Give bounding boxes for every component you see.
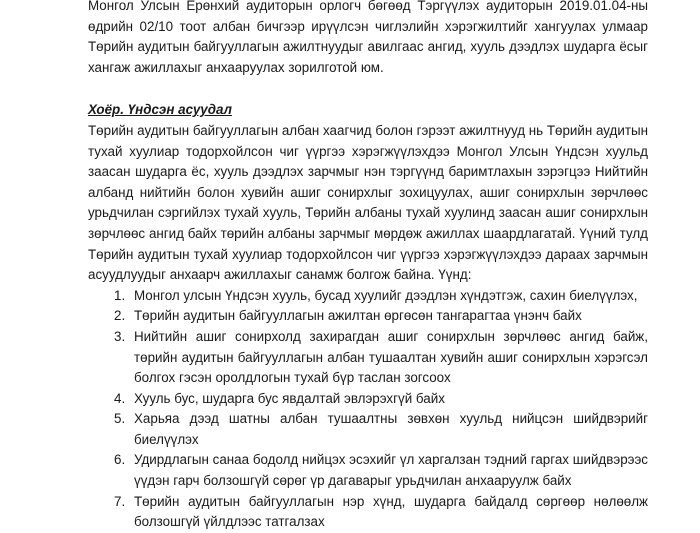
- list-item-number: 6.: [114, 452, 126, 468]
- list-item: [114, 286, 648, 307]
- list-item-number: 1.: [114, 287, 126, 303]
- list-item-number: 2.: [114, 308, 126, 324]
- principles-list: [88, 286, 648, 533]
- list-item-text: Харьяа дээд шатны албан тушаалтны зөвхөн хуульд нийцсэн шийдвэрийг биелүүлэх: [134, 411, 648, 447]
- list-item-number: 7.: [114, 493, 126, 509]
- section-body-paragraph: Төрийн аудитын байгууллагын албан хаагчид болон гэрээт ажилтнууд нь Төрийн аудитын тухай хуулиар тодорхойлсон чиг үүргээ хэрэгжүүлэхдээ Монгол Улсын Үндсэн хуульд заасан шударга ёс, хууль дээдлэх зарчмыг нэн тэргүүнд баримтлахын зэрэгцээ Нийтийн албанд нийтийн болон хувийн ашиг сонирхлыг зохицуулах, ашиг сонирхлын зөрчлөөс урьдчилан сэргийлэх тухай хууль, Төрийн албаны тухай хуулинд заасан ашиг сонирхлын зөрчлөөс ангид байх төрийн албаны зарчмыг мөрдөж ажиллах шаардлагатай. Үүний тулд Төрийн аудитын тухай хуулиар тодорхойлсон чиг үүргээ хэрэгжүүлэхдээ дараах зарчмын асуудлуудыг анхаарч ажиллахыг санамж болгож байна. Үүнд:: [88, 122, 649, 283]
- list-item: [114, 450, 648, 491]
- list-item-number: 3.: [114, 328, 126, 344]
- list-item: [114, 492, 648, 533]
- list-item-number: 5.: [114, 411, 126, 427]
- list-item-text: Хууль бус, шударга бус явдалтай эвлэрэхгүй байх: [134, 390, 445, 406]
- list-item-text: Монгол улсын Үндсэн хууль, бусад хуулийг дээдлэн хүндэтгэж, сахин биелүүлэх,: [134, 287, 638, 303]
- list-item-text: Нийтийн ашиг сонирхолд захирагдан ашиг сонирхлын зөрчлөөс ангид байж, төрийн аудитын байгууллагын албан тушаалтан хувийн ашиг сонирхлын хэрэгсэл болгох гэсэн оролдлогын тухай бүр таслан зогсоох: [134, 328, 648, 386]
- list-item-text: Удирдлагын санаа бодолд нийцэх эсэхийг үл харгалзан тэдний гаргах шийдвэрээс үүдэн гарч болзошгүй сөрөг үр дагаварыг урьдчилан анхааруулж байх: [134, 452, 648, 489]
- list-item: [114, 306, 648, 327]
- list-item: [114, 409, 648, 450]
- list-item-text: Төрийн аудитын байгууллагын ажилтан өргөсөн тангарагтаа үнэнч байх: [134, 308, 582, 324]
- intro-paragraph: Монгол Улсын Ерөнхий аудиторын орлогч бөгөөд Тэргүүлэх аудиторын 2019.01.04-ны өдрийн 02/10 тоот албан бичгээр ирүүлсэн чиглэлийн хэрэгжилтийг хангуулах улмаар Төрийн аудитын байгууллагын ажилтнуудыг авилгаас ангид, хууль дээдлэх шударга ёсыг хангаж ажиллахыг анхааруулах зорилготой юм.: [88, 0, 648, 75]
- list-item-number: 4.: [114, 390, 126, 406]
- list-item-text: Төрийн аудитын байгууллагын нэр хүнд, шударга байдалд сөргөөр нөлөөлж болзошгүй үйлдлээс татгалзах: [134, 493, 648, 530]
- list-item: [114, 327, 648, 389]
- document-content: [88, 0, 648, 533]
- list-item: [114, 389, 648, 410]
- section-heading: Хоёр. Үндсэн асуудал: [88, 102, 232, 118]
